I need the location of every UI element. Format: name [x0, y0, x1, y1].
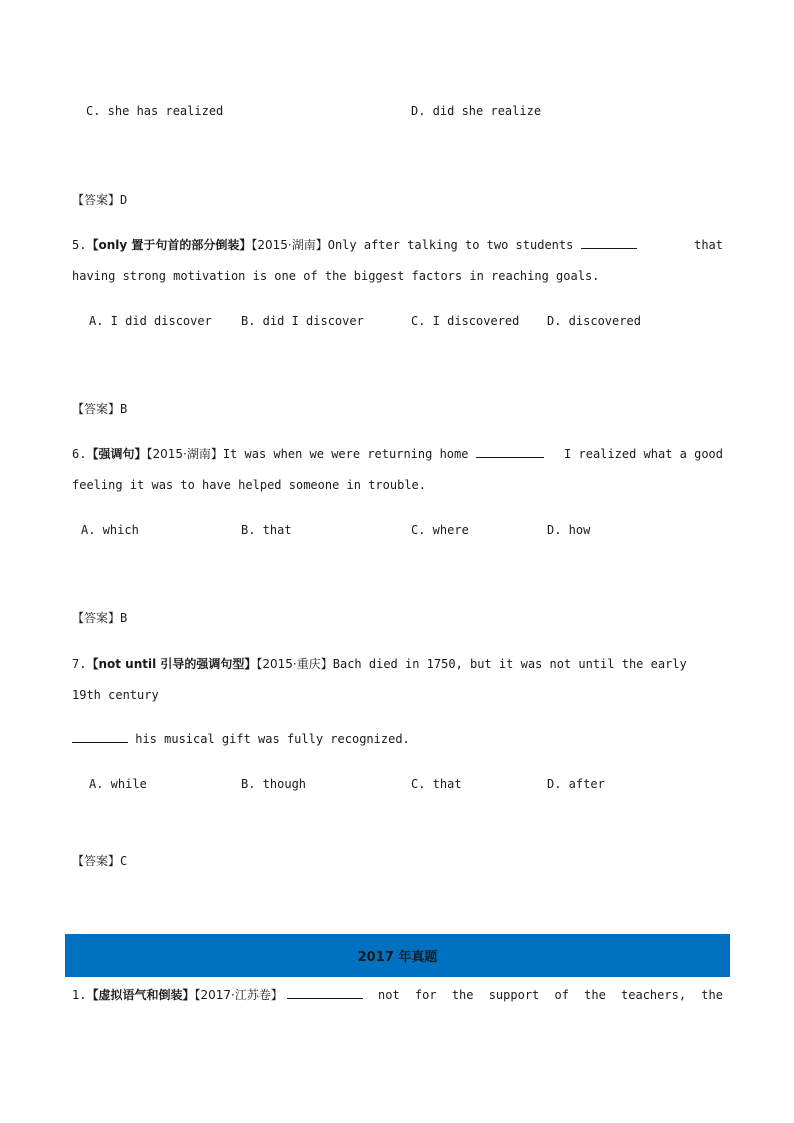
q6-option-d: D. how [547, 523, 591, 537]
question-number: 6. [72, 447, 87, 461]
answer-value: D [120, 193, 128, 207]
question-text: It was when we were returning home [222, 447, 469, 461]
answer-label: 【答案】 [72, 611, 121, 625]
answer-value: B [120, 611, 128, 625]
q7-answer [72, 853, 127, 869]
question-text-cont: I realized what a good [564, 447, 723, 461]
q7-stem-line3 [72, 731, 410, 747]
q6-option-a: A. which [81, 523, 139, 537]
answer-blank [476, 446, 544, 458]
answer-label: 【答案】 [72, 193, 121, 207]
q7-stem [72, 656, 687, 672]
section-title: 2017 年真题 [357, 950, 438, 965]
q7-option-c: C. that [411, 777, 462, 791]
q6-stem-line2: feeling it was to have helped someone in trouble. [72, 478, 427, 492]
q1-2017-word: support [488, 988, 540, 1002]
question-text-cont: that [694, 238, 723, 252]
question-source: 【2015·湖南】 [251, 238, 328, 252]
question-source: 【2015·重庆】 [256, 657, 333, 671]
answer-blank [581, 237, 637, 249]
question-tag: 【not until 引导的强调句型】 [86, 657, 257, 671]
q1-2017-word: the [584, 988, 606, 1002]
answer-blank [287, 987, 363, 999]
question-tag: 【强调句】 [86, 447, 147, 461]
q1-2017-word: not [378, 988, 400, 1002]
section-banner [65, 934, 730, 977]
q1-2017-word: of [554, 988, 569, 1002]
answer-value: C [120, 854, 128, 868]
q6-option-b: B. that [241, 523, 292, 537]
answer-label: 【答案】 [72, 854, 121, 868]
q7-option-b: B. though [241, 777, 307, 791]
q7-option-d: D. after [547, 777, 605, 791]
q1-2017-word: the [701, 988, 723, 1002]
question-number: 1. [72, 988, 87, 1002]
q7-option-a: A. while [89, 777, 147, 791]
q5-option-d: D. discovered [547, 314, 641, 328]
q1-2017-word: teachers, [621, 988, 687, 1002]
question-tag: 【only 置于句首的部分倒装】 [86, 238, 252, 252]
q7-stem-line2: 19th century [72, 688, 159, 702]
question-source: 【2015·湖南】 [146, 447, 223, 461]
q6-answer [72, 610, 127, 626]
q6-stem [72, 446, 723, 462]
q1-2017-word: for [414, 988, 437, 1002]
question-source: 【2017·江苏卷】 [194, 988, 283, 1002]
question-tag: 【虚拟语气和倒装】 [86, 988, 195, 1002]
answer-value: B [120, 402, 128, 416]
q1-2017-lead [72, 987, 363, 1003]
q5-stem [72, 237, 723, 253]
q6-option-c: C. where [411, 523, 469, 537]
q5-stem-line2: having strong motivation is one of the biggest factors in reaching goals. [72, 269, 600, 283]
q5-option-b: B. did I discover [241, 314, 364, 328]
q5-answer [72, 401, 127, 417]
question-number: 7. [72, 657, 87, 671]
q5-option-c: C. I discovered [411, 314, 520, 328]
question-text: Bach died in 1750, but it was not until the early [332, 657, 687, 671]
q4-option-d: D. did she realize [411, 104, 542, 118]
q1-2017-stem-row [72, 987, 723, 1003]
question-number: 5. [72, 238, 87, 252]
question-text-cont: his musical gift was fully recognized. [135, 732, 410, 746]
q1-2017-stem [72, 987, 723, 1003]
q5-option-a: A. I did discover [89, 314, 212, 328]
answer-blank [72, 731, 128, 743]
answer-label: 【答案】 [72, 402, 121, 416]
q1-2017-word: the [451, 988, 474, 1002]
question-text: Only after talking to two students [327, 238, 574, 252]
q4-option-c: C. she has realized [86, 104, 224, 118]
q4-answer [72, 192, 127, 208]
